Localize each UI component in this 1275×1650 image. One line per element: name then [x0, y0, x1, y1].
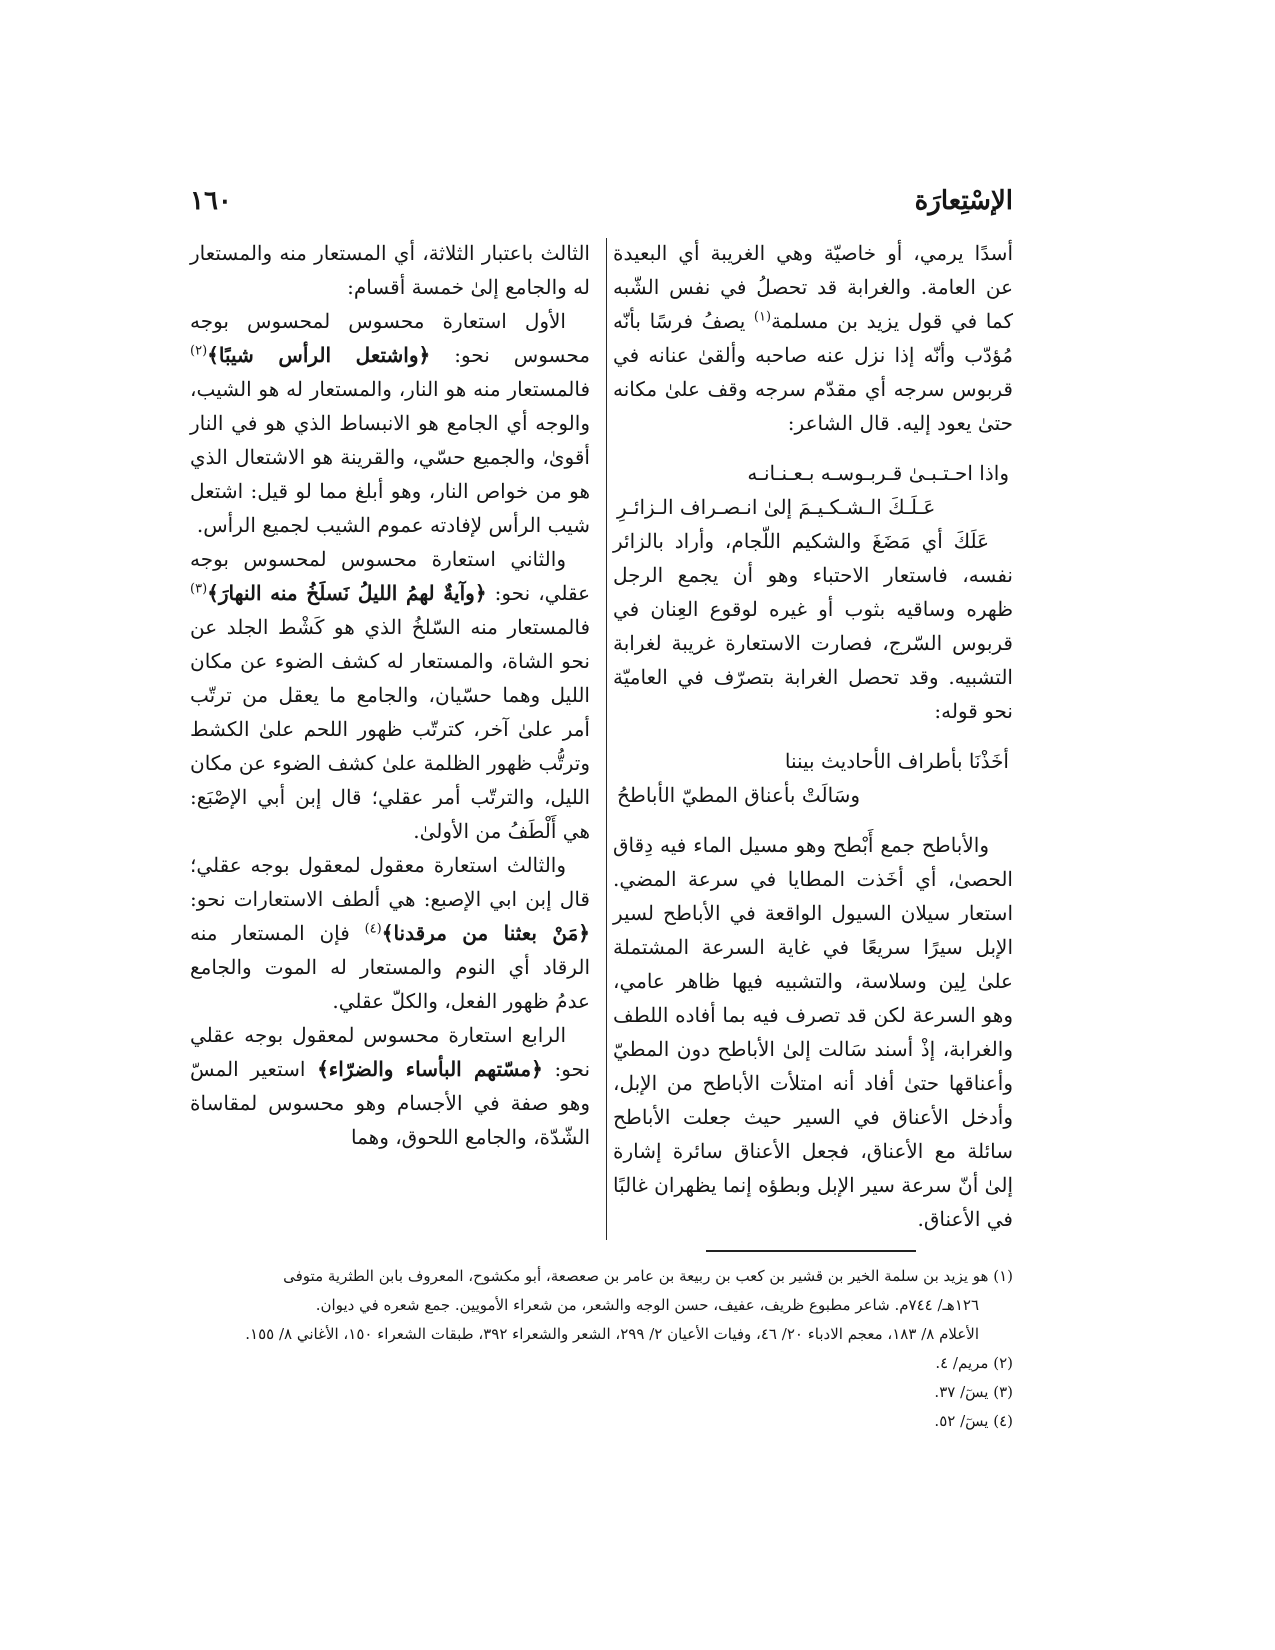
verse-line-first: أخَذْنَا بأطراف الأحاديث بيننا [784, 749, 1009, 773]
footnote-2: (٢) مريم/ ٤. [935, 1354, 1013, 1372]
verse-line-second: وسَالَتْ بأعناق المطيّ الأباطحُ [617, 783, 861, 807]
footnote-rule [706, 1250, 916, 1252]
paragraph: الثالث باعتبار الثلاثة، أي المستعار منه والمستعار له والجامع إلىٰ خمسة أقسام: [190, 241, 590, 299]
paragraph [190, 1018, 590, 1154]
running-title: الإسْتِعارَة [914, 186, 1013, 216]
text-run: والثاني استعارة محسوس لمحسوس بوجه عقلي، نحو: [190, 547, 591, 605]
spacer [613, 812, 1013, 828]
column-divider [606, 238, 607, 1240]
footnote-3: (٣) يسٓ/ ٣٧. [934, 1383, 1013, 1401]
footnote-4: (٤) يسٓ/ ٥٢. [934, 1412, 1013, 1430]
spacer [613, 440, 1013, 456]
poem-verse [613, 744, 1013, 812]
quran-quote: ﴿مَنْ بعثنا من مرقدنا﴾ [381, 921, 590, 945]
verse-line-second: عَـلَـكَ الـشـكـيـمَ إلىٰ انـصـراف الـزائـرِ [617, 495, 936, 519]
text-run: الرابع استعارة محسوس لمعقول بوجه عقلي نحو: [190, 1023, 591, 1081]
footnote-1-continuation: ١٢٦هـ/ ٧٤٤م. شاعر مطبوع ظريف، عفيف، حسن الوجه والشعر، من شعراء الأمويين. جمع شعره في ديوان. [315, 1296, 979, 1314]
quran-quote: ﴿وآيةٌ لهمُ الليلُ نَسلَخُ منه النهارَ﴾ [207, 581, 487, 605]
text-run: يصفُ فرسًا بأنّه مُؤدّب وأنّه إذا نزل عنه صاحبه وألقىٰ عنانه في قربوس سرجه أي مقدّم سرجه وقف علىٰ مكانه حتىٰ يعود إليه. قال الشاعر: [613, 309, 1013, 435]
poem-verse [613, 456, 1013, 524]
verse-line-first: واذا احـتـبـىٰ قـربـوسـه بـعـنـانـه [747, 461, 1009, 485]
footnote-ref: (٢) [190, 343, 208, 359]
spacer [613, 728, 1013, 744]
paragraph [190, 304, 590, 542]
footnote-1-sources: الأعلام ٨/ ١٨٣، معجم الادباء ٢٠/ ٤٦، وفيات الأعيان ٢/ ٢٩٩، الشعر والشعراء ٣٩٢، طبقات الشعراء ١٥٠، الأغاني ٨/ ١٥٥. [245, 1325, 979, 1343]
page-header [190, 186, 1013, 230]
page-number: ١٦٠ [190, 186, 232, 216]
text-run: والثالث استعارة معقول لمعقول بوجه عقلي؛ قال إبن ابي الإصبع: هي ألطف الاستعارات نحو: [190, 853, 590, 911]
paragraph: عَلَكَ أي مَضَغَ والشكيم اللّجام، وأراد بالزائر نفسه، فاستعار الاحتباء وهو أن يجمع الرجل ظهره وساقيه بثوب أو غيره لوقوع العِنان في قربوس السّرج، فصارت الاستعارة غريبة لغرابة التشبيه. وقد تحصل الغرابة بتصرّف في العاميّة نحو قوله: [613, 529, 1014, 723]
paragraph: والأباطح جمع أَبْطح وهو مسيل الماء فيه دِقاق الحصىٰ، أي أخَذت المطايا في سرعة المضي. استعار سيلان السيول الواقعة في الأباطح لسير الإبل سيرًا سريعًا في غاية السرعة المشتملة علىٰ لِين وسلاسة، والتشبيه فيها ظاهر عامي، وهو السرعة لكن قد تصرف فيه بما أفاده اللطف والغرابة، إذْ أسند سَالت إلىٰ الأباطح دون المطيّ وأعناقها حتىٰ أفاد أنه امتلأت الأباطح من الإبل، وأدخل الأعناق في السير حيث جعلت الأباطح سائلة مع الأعناق، فجعل الأعناق سائرة إشارة إلىٰ أنّ سرعة سير الإبل وبطؤه إنما يظهران غالبًا في الأعناق. [613, 833, 1013, 1231]
paragraph [190, 542, 590, 848]
paragraph [190, 848, 590, 1018]
text-run: فإن المستعار منه الرقاد أي النوم والمستعار له الموت والجامع عدمُ ظهور الفعل، والكلّ عقلي. [190, 921, 590, 1013]
left-column [190, 236, 590, 1154]
text-run: الأول استعارة محسوس لمحسوس بوجه محسوس نحو: [190, 309, 590, 367]
footnotes [190, 1262, 1013, 1436]
quran-quote: ﴿واشتعل الرأس شيبًا﴾ [207, 343, 431, 367]
footnote-ref: (٣) [190, 581, 208, 597]
footnote-ref: (١) [753, 309, 772, 325]
paragraph [613, 236, 1013, 440]
text-run: فالمستعار منه هو النار، والمستعار له هو الشيب، والوجه أي الجامع هو الانبساط الذي هو في النار أقوىٰ، والجميع حسّي، والقرينة هو الاشتعال الذي هو من خواص النار، وهو أبلغ مما لو قيل: اشتعل شيب الرأس لإفادته عموم الشيب لجميع الرأس. [190, 377, 590, 537]
text-run: استعير المسّ وهو صفة في الأجسام وهو محسوس لمقاساة الشّدّة، والجامع اللحوق، وهما [190, 1057, 590, 1149]
text-run: فالمستعار منه السّلخُ الذي هو كَشْط الجلد عن نحو الشاة، والمستعار له كشف الضوء عن مكان الليل وهما حسّيان، والجامع ما يعقل من ترتّب أمر علىٰ آخر، كترتّب ظهور اللحم علىٰ الكشط وترتُّب ظهور الظلمة علىٰ كشف الضوء عن مكان الليل، والترتّب أمر عقلي؛ قال إبن أبي الإصْبَع: هي أَلْطَفُ من الأولىٰ. [190, 615, 590, 843]
text-run: أسدًا يرمي، أو خاصيّة وهي الغريبة أي البعيدة عن العامة. والغرابة قد تحصلُ في نفس الشّبه كما في قول يزيد بن مسلمة [613, 241, 1013, 333]
right-column [613, 236, 1013, 1236]
quran-quote: ﴿مسّتهم البأساء والضرّاء﴾ [317, 1057, 543, 1081]
footnote-1: (١) هو يزيد بن سلمة الخير بن قشير بن كعب بن ربيعة بن عامر بن صعصعة، أبو مكشوح، المعروف بابن الطثرية متوفى [283, 1267, 1013, 1285]
footnote-ref: (٤) [364, 921, 382, 937]
